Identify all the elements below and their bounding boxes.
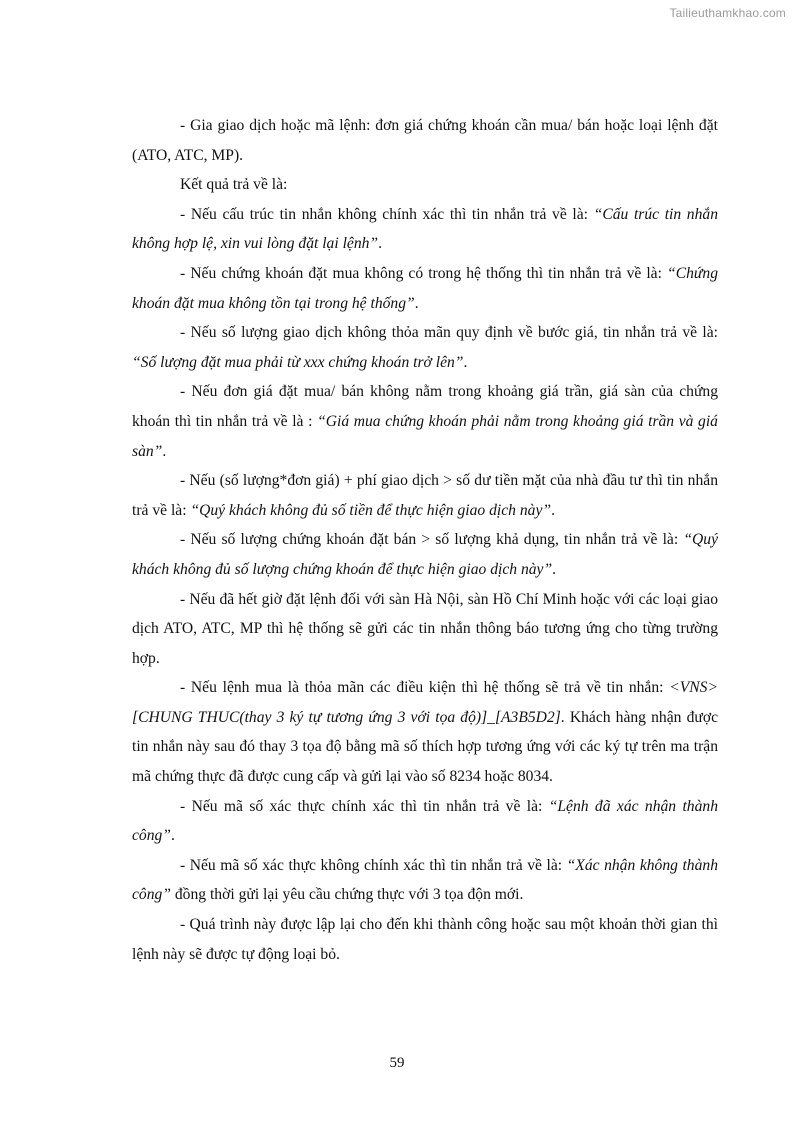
paragraph-insufficient-shares: - Nếu số lượng chứng khoán đặt bán > số lượng khả dụng, tin nhắn trả về là: “Quý khách không đủ số lượng chứng khoán để thực hiện giao dịch này”.: [132, 531, 718, 578]
paragraph-quantity-step: - Nếu số lượng giao dịch không thỏa mãn quy định về bước giá, tin nhắn trả về là: “Số lượng đặt mua phải từ xxx chứng khoán trở lên”.: [132, 324, 718, 371]
paragraph-auth-success: - Nếu mã số xác thực chính xác thì tin nhắn trả về là: “Lệnh đã xác nhận thành công”.: [132, 797, 718, 845]
paragraph-trading-hours: - Nếu đã hết giờ đặt lệnh đối với sàn Hà Nội, sàn Hồ Chí Minh hoặc với các loại giao dịch ATO, ATC, MP thì hệ thống sẽ gửi các tin nhắn thông báo tương ứng cho từng trường hợp.: [132, 590, 718, 667]
paragraph-security-not-found: - Nếu chứng khoán đặt mua không có trong hệ thống thì tin nhắn trả về là: “Chứng khoán đặt mua không tồn tại trong hệ thống”.: [132, 264, 718, 312]
paragraph-price-range: - Nếu đơn giá đặt mua/ bán không nằm trong khoảng giá trần, giá sàn của chứng khoán thì tin nhắn trả về là : “Giá mua chứng khoán phải nằm trong khoảng giá trần và giá sàn”.: [132, 383, 718, 460]
paragraph-auth-failure: - Nếu mã số xác thực không chính xác thì tin nhắn trả về là: “Xác nhận không thành công” đồng thời gửi lại yêu cầu chứng thực với 3 tọa độn mới.: [132, 856, 718, 904]
paragraph-result-intro: Kết quả trả về là:: [180, 176, 288, 194]
watermark: Tailieuthamkhao.com: [669, 6, 786, 20]
paragraph-invalid-structure: - Nếu cấu trúc tin nhắn không chính xác thì tin nhắn trả về là: “Cấu trúc tin nhắn không hợp lệ, xin vui lòng đặt lại lệnh”.: [132, 205, 718, 253]
paragraph-price-or-order-code: - Gia giao dịch hoặc mã lệnh: đơn giá chứng khoán cần mua/ bán hoặc loại lệnh đặt (ATO, ATC, MP).: [132, 117, 718, 164]
paragraph-retry-timeout: - Quá trình này được lập lại cho đến khi thành công hoặc sau một khoản thời gian thì lệnh này sẽ được tự động loại bỏ.: [132, 916, 718, 963]
paragraph-insufficient-cash: - Nếu (số lượng*đơn giá) + phí giao dịch > số dư tiền mặt của nhà đầu tư thì tin nhắn trả về là: “Quý khách không đủ số tiền để thực hiện giao dịch này”.: [132, 472, 718, 519]
paragraph-authentication-request: - Nếu lệnh mua là thỏa mãn các điều kiện thì hệ thống sẽ trả về tin nhắn: <VNS> [CHUNG THUC(thay 3 ký tự tương ứng 3 với tọa độ)]_[A3B5D2]. Khách hàng nhận được tin nhắn này sau đó thay 3 tọa độ bằng mã số thích hợp tương ứng với các ký tự trên ma trận mã chứng thực đã được cung cấp và gửi lại vào số 8234 hoặc 8034.: [132, 679, 718, 786]
page-number: 59: [389, 1055, 405, 1071]
document-body: [132, 111, 718, 969]
